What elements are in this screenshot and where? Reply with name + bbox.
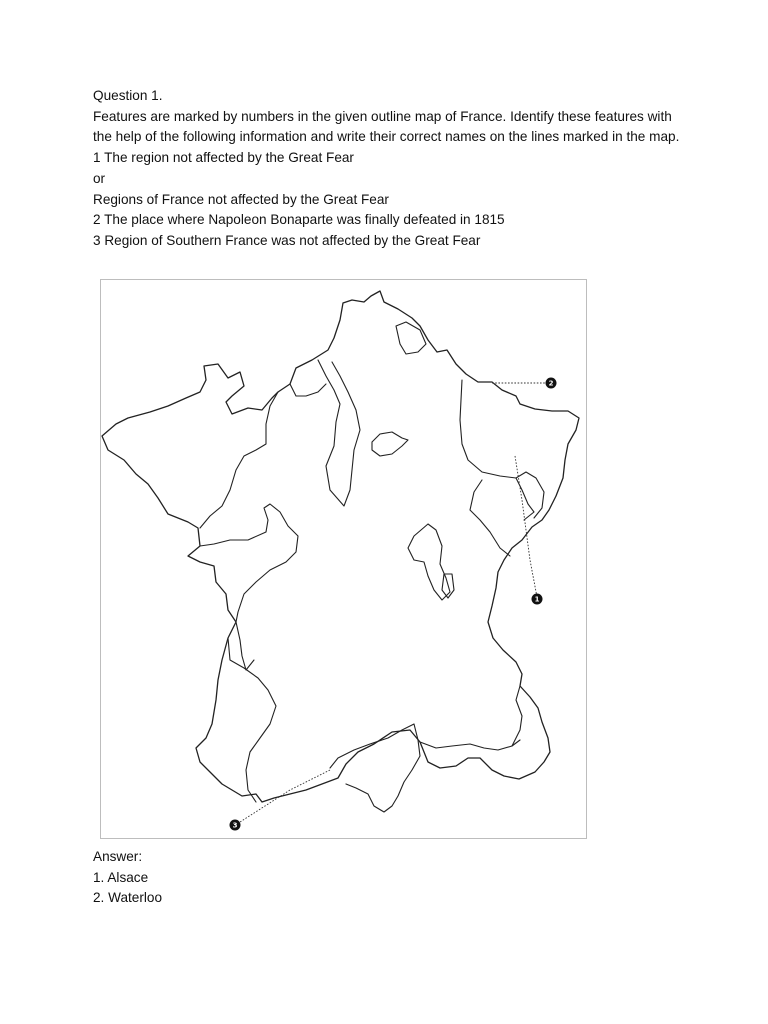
france-outline-map [100, 279, 587, 839]
marker-3 [230, 820, 241, 831]
marker-3-label: 3 [232, 821, 238, 830]
region-line-alps [512, 686, 522, 746]
marker-2-label: 2 [548, 379, 554, 388]
question-item-3: 3 Region of Southern France was not affected by the Great Fear [93, 232, 481, 248]
answer-heading: Answer: [93, 849, 143, 864]
answer-block [93, 847, 693, 909]
marker-3-leader [240, 770, 330, 822]
region-line-lake-north [372, 432, 408, 456]
region-line-brittany [200, 392, 278, 528]
region-line-west-2 [236, 622, 254, 670]
marker-1-label: 1 [534, 595, 540, 604]
answer-item-2: 2. Waterloo [93, 890, 163, 906]
question-instructions: Features are marked by numbers in the given outline map of France. Identify these features with the help of the following information and write their correct names on the lines marked in the map. [93, 108, 680, 145]
region-line-west-1 [200, 504, 298, 622]
answer-item-1: 1. Alsace [93, 869, 149, 885]
question-block [93, 86, 693, 252]
region-line-east [470, 480, 510, 556]
region-line-central-island [408, 524, 450, 600]
france-map-svg [100, 279, 587, 839]
question-heading: Question 1. [93, 88, 163, 103]
question-item-2: 2 The place where Napoleon Bonaparte was finally defeated in 1815 [93, 212, 505, 228]
france-outer-outline [102, 291, 579, 802]
marker-2 [546, 378, 557, 389]
question-item-1-alt: Regions of France not affected by the Great Fear [93, 191, 389, 207]
question-item-1: 1 The region not affected by the Great Fear [93, 150, 354, 166]
region-line-southeast [420, 740, 520, 750]
region-line-northeast-pocket [396, 322, 426, 354]
region-line-north-1 [318, 360, 360, 506]
region-line-alsace [516, 472, 544, 518]
region-line-north-2 [290, 384, 326, 396]
question-or: or [93, 170, 106, 186]
region-line-northeast [460, 380, 534, 520]
marker-1 [532, 594, 543, 605]
